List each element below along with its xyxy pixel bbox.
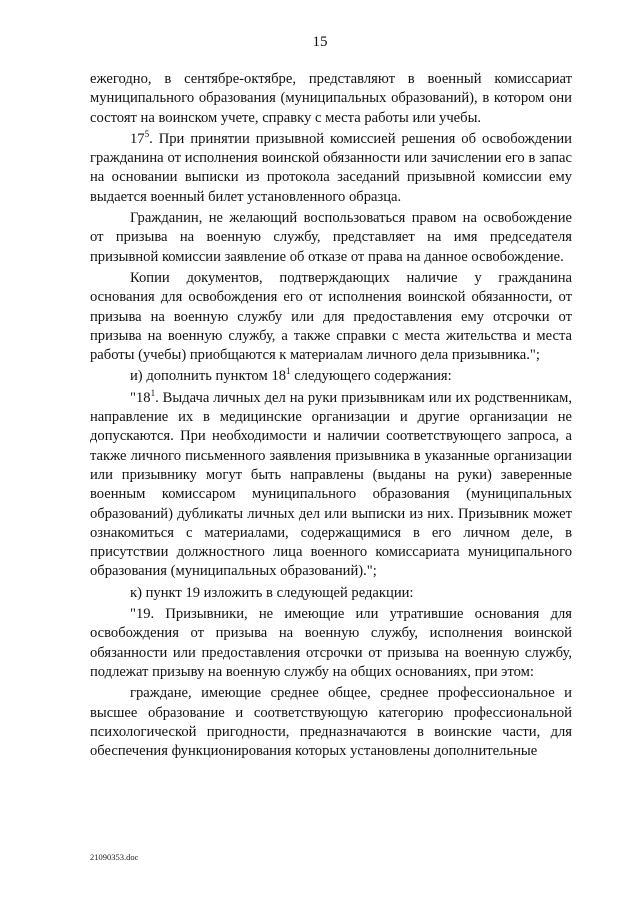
- footer-file-id: 21090353.doc: [90, 852, 139, 862]
- paragraph-amendment-k: [90, 584, 572, 603]
- paragraph-citizens-education: [90, 684, 572, 761]
- paragraph-citizen-refusal: [90, 209, 572, 267]
- paragraph-text: "18: [130, 389, 151, 406]
- superscript: 1: [150, 387, 156, 398]
- paragraph-item-19: [90, 605, 572, 682]
- paragraph-item-17-5: [90, 130, 572, 207]
- paragraph-text: . При принятии призывной комиссией решения об освобождении гражданина от исполнения воинской обязанности или зачислении его в запас на основании выписки из протокола заседаний призывной комиссии ему выдается военный билет установленного образца.: [90, 130, 572, 205]
- paragraph-text: следующего содержания:: [290, 368, 452, 385]
- paragraph-text: Гражданин, не желающий воспользоваться правом на освобождение от призыва на военную службу, представляет на имя председателя призывной комиссии заявление об отказе от права на данное освобождение.: [90, 210, 572, 265]
- paragraph-text: граждане, имеющие среднее общее, среднее профессиональное и высшее образование и соответствующую категорию профессиональной психологической пригодности, предназначаются в воинские части, для обеспечения функционирования которых установлены дополнительные: [90, 685, 572, 760]
- paragraph-text: 17: [130, 130, 145, 147]
- paragraph-item-18-1: [90, 389, 572, 582]
- page-number: 15: [312, 34, 328, 50]
- paragraph-document-copies: [90, 269, 572, 365]
- paragraph-text: и) дополнить пунктом 18: [130, 368, 287, 385]
- paragraph-text: . Выдача личных дел на руки призывникам или их родственникам, направление их в медицинские организации и другие организации не допускаются. При необходимости и наличии соответствующего запроса, а также личного письменного заявления призывника в указанные организации или призывнику могут быть направлены (выданы на руки) заверенные военным комиссаром муниципального образования (муниципальных образований) дубликаты личных дел или выписки из них. Призывник может ознакомиться с материалами, содержащимися в его личном деле, в присутствии должностного лица военного комиссариата муниципального образования (муниципальных образований).";: [90, 389, 572, 580]
- paragraph-text: Копии документов, подтверждающих наличие у гражданина основания для освобождения его от исполнения воинской обязанности, от призыва на военную службу или для предоставления ему отсрочки от призыва на военную службу, а также справки с места жительства и места работы (учебы) приобщаются к материалам личного дела призывника.";: [90, 269, 572, 364]
- document-body: [90, 70, 572, 761]
- paragraph-amendment-i: [90, 367, 572, 386]
- paragraph-text: ежегодно, в сентябре-октябре, представляют в военный комиссариат муниципального образования (муниципальных образований), в котором они состоят на воинском учете, справку с места работы или учебы.: [90, 71, 572, 126]
- paragraph-continuation: [90, 70, 572, 128]
- paragraph-text: к) пункт 19 изложить в следующей редакции:: [130, 584, 414, 601]
- paragraph-text: "19. Призывники, не имеющие или утратившие основания для освобождения от призыва на военную службу, исполнения воинской обязанности или предоставления отсрочки от призыва на военную службу, подлежат призыву на военную службу на общих основаниях, при этом:: [90, 606, 572, 680]
- superscript: 1: [286, 366, 291, 377]
- superscript: 5: [144, 128, 150, 139]
